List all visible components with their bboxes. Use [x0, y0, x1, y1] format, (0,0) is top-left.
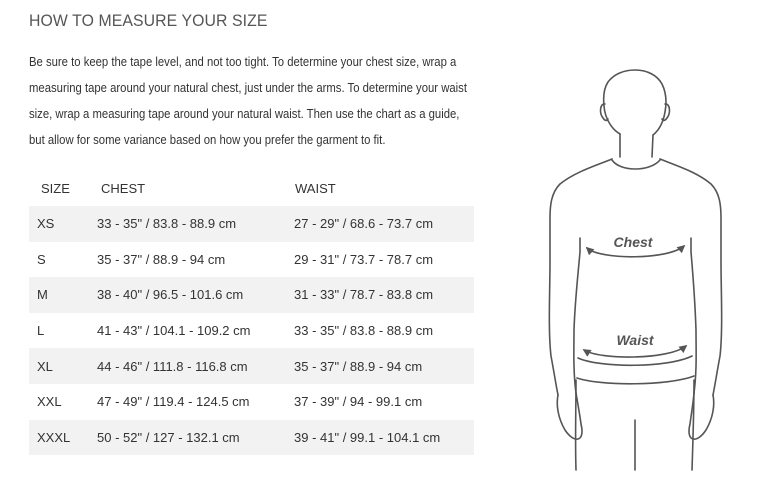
intro-paragraph: [29, 49, 509, 153]
right-inner-arm: [691, 238, 696, 393]
cell-chest: 41 - 43" / 104.1 - 109.2 cm: [97, 313, 294, 349]
left-inner-arm: [574, 238, 580, 393]
waist-label: Waist: [616, 332, 654, 348]
size-chart-table: [29, 170, 474, 455]
cell-size: L: [29, 313, 97, 349]
cell-size: M: [29, 277, 97, 313]
cell-waist: 31 - 33" / 78.7 - 83.8 cm: [294, 277, 474, 313]
table-row: [29, 206, 474, 242]
table-row: [29, 384, 474, 420]
cell-waist: 37 - 39" / 94 - 99.1 cm: [294, 384, 474, 420]
table-row: [29, 348, 474, 384]
header-waist: WAIST: [295, 180, 336, 196]
table-header-row: [29, 170, 474, 206]
intro-line: Be sure to keep the tape level, and not too tight. To determine your chest size, wrap a: [29, 54, 457, 69]
cell-chest: 44 - 46" / 111.8 - 116.8 cm: [97, 348, 294, 384]
cell-waist: 39 - 41" / 99.1 - 104.1 cm: [294, 420, 474, 456]
page-title: HOW TO MEASURE YOUR SIZE: [29, 11, 268, 30]
cell-chest: 38 - 40" / 96.5 - 101.6 cm: [97, 277, 294, 313]
header-size: SIZE: [41, 180, 70, 196]
head-outline: [604, 70, 666, 135]
right-leg-outline: [692, 380, 694, 470]
cell-size: XS: [29, 206, 97, 242]
intro-line: measuring tape around your natural chest, just under the arms. To determine your waist: [29, 80, 467, 95]
cell-waist: 27 - 29" / 68.6 - 73.7 cm: [294, 206, 474, 242]
left-hand: [557, 393, 582, 439]
table-row: [29, 313, 474, 349]
body-measurement-figure: [540, 65, 730, 475]
right-side-outline: [660, 159, 722, 395]
cell-waist: 33 - 35" / 83.8 - 88.9 cm: [294, 313, 474, 349]
cell-chest: 50 - 52" / 127 - 132.1 cm: [97, 420, 294, 456]
table-row: [29, 242, 474, 278]
collar: [612, 160, 660, 169]
intro-line: size, wrap a measuring tape around your natural waist. Then use the chart as a guide,: [29, 106, 460, 121]
cell-size: XXXL: [29, 420, 97, 456]
cell-size: XL: [29, 348, 97, 384]
intro-line: but allow for some variance based on how you prefer the garment to fit.: [29, 132, 386, 147]
cell-chest: 47 - 49" / 119.4 - 124.5 cm: [97, 384, 294, 420]
cell-size: XXL: [29, 384, 97, 420]
table-row: [29, 277, 474, 313]
belt-band-lower: [577, 376, 694, 384]
cell-chest: 35 - 37" / 88.9 - 94 cm: [97, 242, 294, 278]
cell-chest: 33 - 35" / 83.8 - 88.9 cm: [97, 206, 294, 242]
chest-label: Chest: [613, 234, 653, 250]
header-chest: CHEST: [101, 180, 146, 196]
table-row: [29, 420, 474, 456]
cell-waist: 35 - 37" / 88.9 - 94 cm: [294, 348, 474, 384]
cell-waist: 29 - 31" / 73.7 - 78.7 cm: [294, 242, 474, 278]
cell-size: S: [29, 242, 97, 278]
neck-outline: [620, 134, 653, 157]
